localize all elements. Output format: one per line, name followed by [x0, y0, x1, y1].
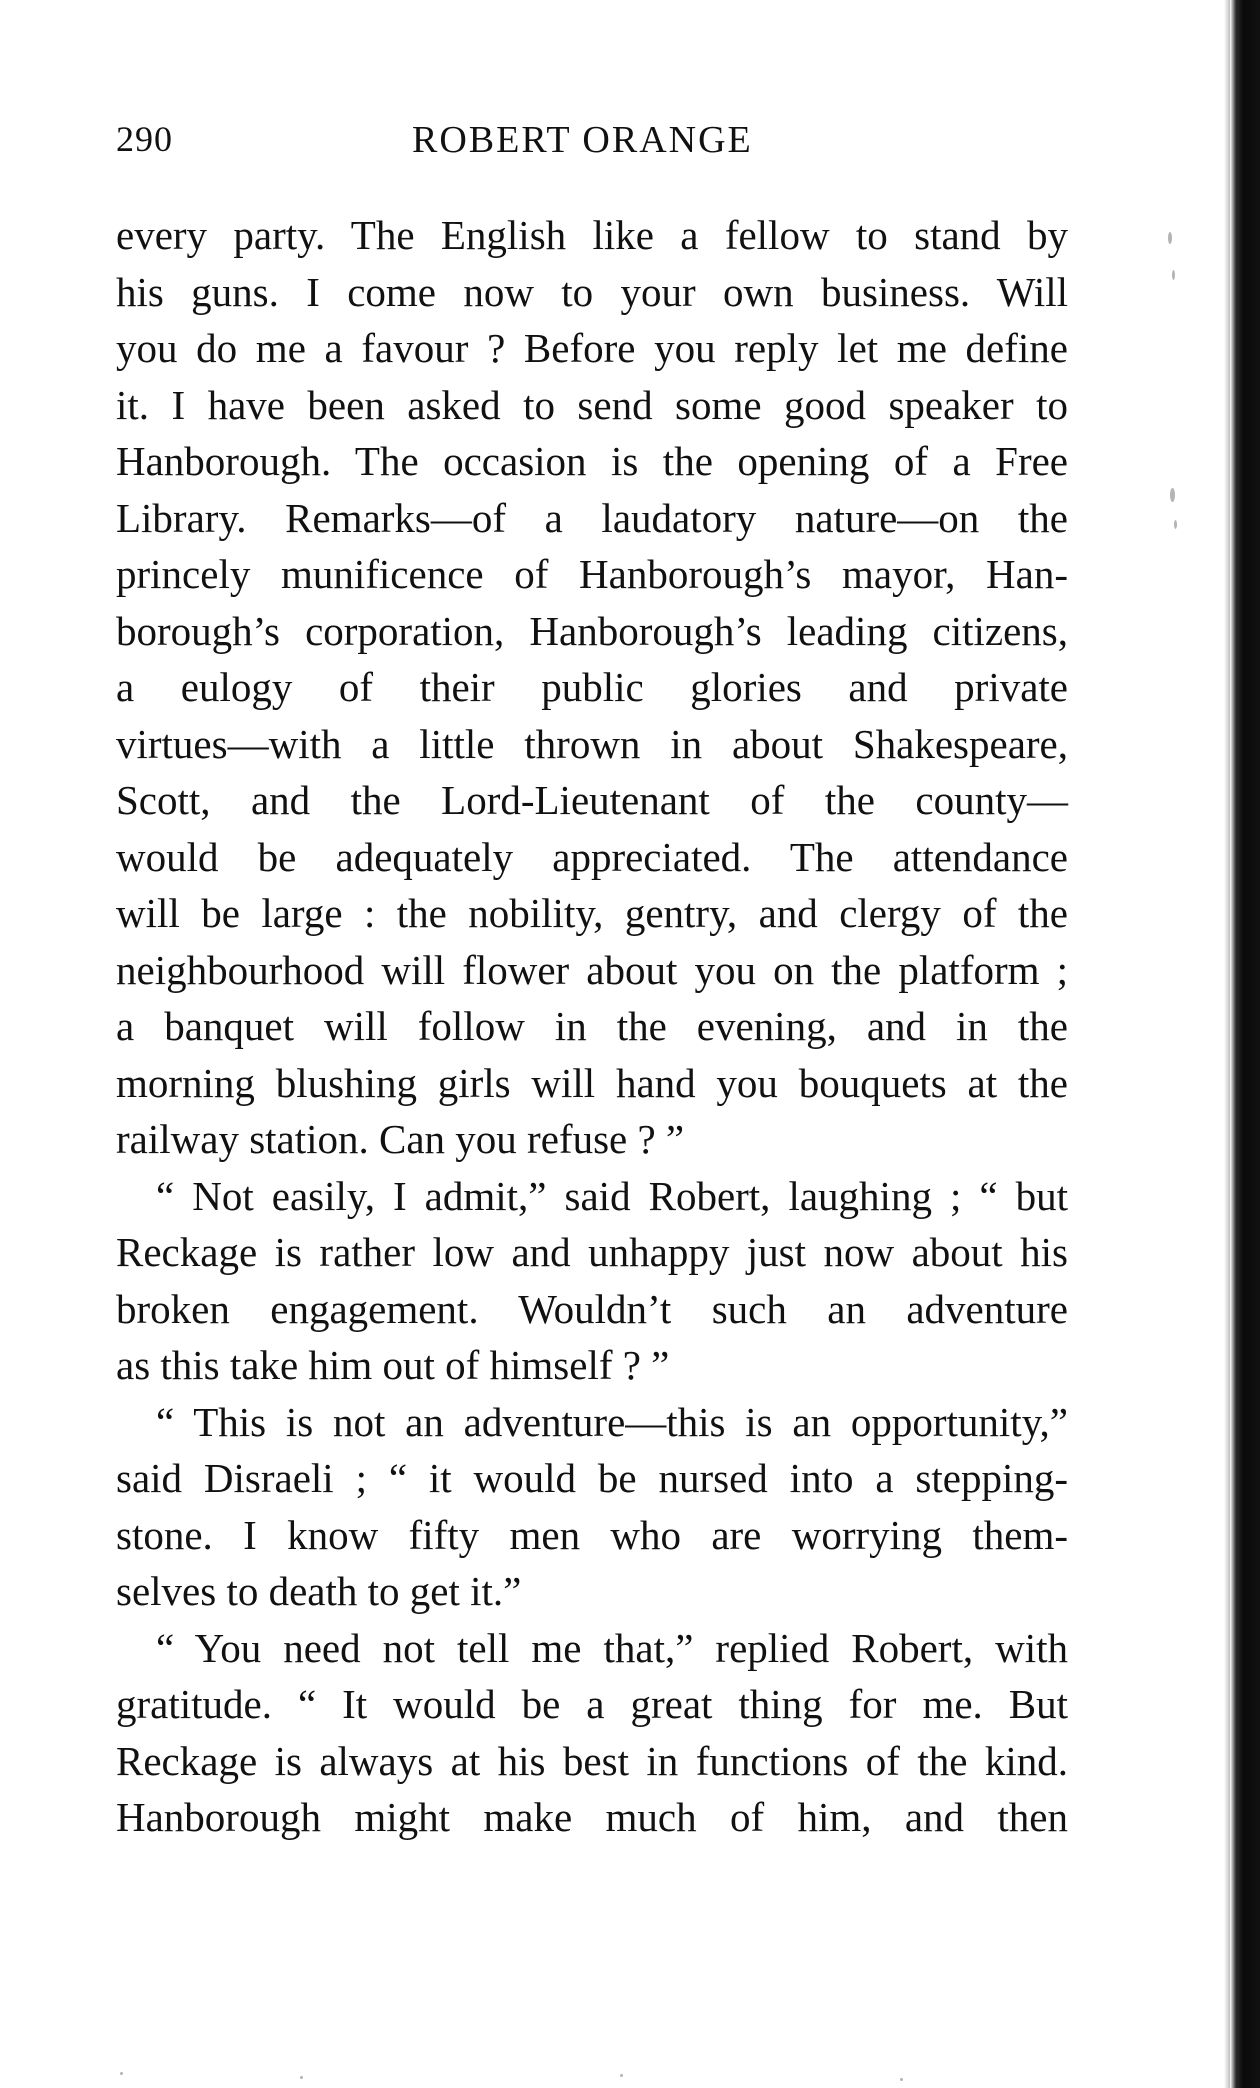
text-line: “ Not easily, I admit,” said Robert, laughing ; “ but	[156, 1172, 1068, 1219]
text-line: gratitude. “ It would be a great thing for me. But	[116, 1681, 1068, 1727]
text-line: Library. Remarks—of a laudatory nature—on the	[116, 494, 1068, 541]
text-line: Reckage is always at his best in functions of the kind.	[116, 1737, 1068, 1784]
page-number: 290	[116, 119, 173, 159]
text-line: borough’s corporation, Hanborough’s leading citizens,	[116, 607, 1068, 654]
scan-speck	[300, 2076, 303, 2079]
text-line: Hanborough. The occasion is the opening of a Free	[116, 438, 1068, 484]
running-head	[116, 118, 1068, 178]
scan-speck	[900, 2078, 903, 2081]
text-line: Hanborough might make much of him, and then	[116, 1794, 1068, 1840]
text-line: “ This is not an adventure—this is an opportunity,”	[156, 1398, 1068, 1445]
text-line: “ You need not tell me that,” replied Robert, with	[156, 1624, 1068, 1671]
text-line: every party. The English like a fellow to stand by	[116, 212, 1068, 258]
scan-speck	[120, 2072, 123, 2075]
scan-speck	[620, 2074, 623, 2077]
text-line: Reckage is rather low and unhappy just now about his	[116, 1229, 1068, 1275]
text-line: said Disraeli ; “ it would be nursed into a stepping-	[116, 1455, 1068, 1501]
text-line: a banquet will follow in the evening, and in the	[116, 1003, 1068, 1049]
text-line: stone. I know fifty men who are worrying them-	[116, 1511, 1068, 1558]
text-line: neighbourhood will flower about you on the platform ;	[116, 946, 1068, 993]
scan-speck	[1172, 270, 1175, 280]
paragraph-end-line: as this take him out of himself ? ”	[116, 1342, 670, 1388]
text-line: princely munificence of Hanborough’s mayor, Han-	[116, 551, 1068, 597]
paragraph-end-line: selves to death to get it.”	[116, 1568, 522, 1614]
running-title: ROBERT ORANGE	[412, 119, 753, 161]
text-line: you do me a favour ? Before you reply let me define	[116, 325, 1068, 371]
text-line: virtues—with a little thrown in about Shakespeare,	[116, 720, 1068, 767]
text-line: it. I have been asked to send some good speaker to	[116, 381, 1068, 428]
scan-speck	[1174, 520, 1177, 529]
paragraph-end-line: railway station. Can you refuse ? ”	[116, 1116, 685, 1162]
text-line: morning blushing girls will hand you bouquets at the	[116, 1059, 1068, 1106]
text-line: a eulogy of their public glories and private	[116, 664, 1068, 710]
text-line: Scott, and the Lord-Lieutenant of the county—	[116, 777, 1068, 823]
scan-speck	[1170, 488, 1175, 502]
body-text	[116, 207, 1068, 1846]
text-line: would be adequately appreciated. The attendance	[116, 833, 1068, 880]
text-line: his guns. I come now to your own business. Will	[116, 268, 1068, 315]
text-line: broken engagement. Wouldn’t such an adventure	[116, 1285, 1068, 1332]
scan-speck	[1168, 232, 1172, 244]
binding-edge	[1230, 0, 1260, 2088]
text-line: will be large : the nobility, gentry, and clergy of the	[116, 890, 1068, 936]
